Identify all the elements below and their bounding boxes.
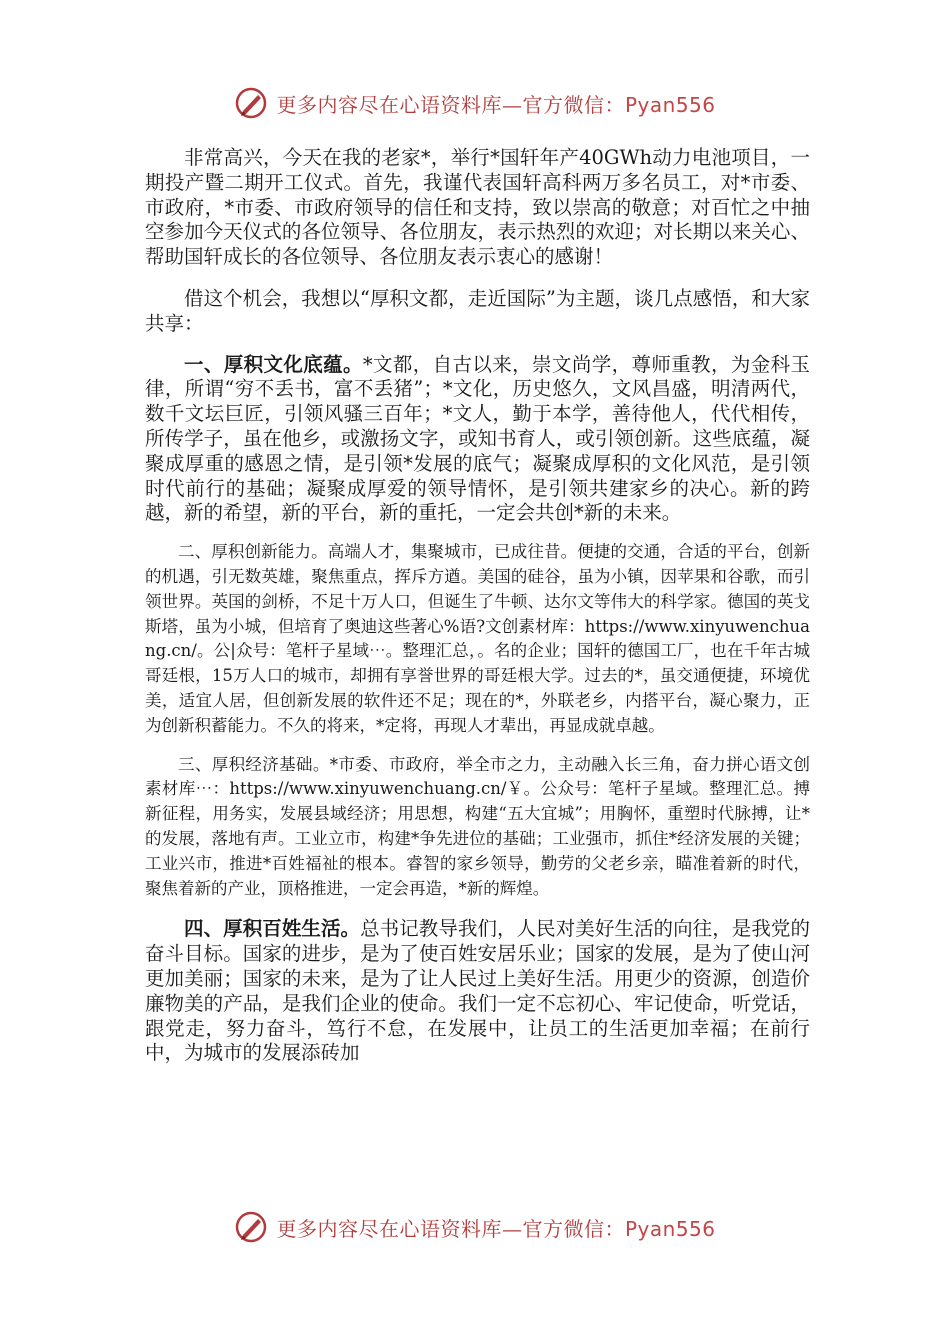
- pen-logo-icon: [234, 1210, 268, 1244]
- paragraph-opening: 非常高兴，今天在我的老家*，举行*国轩年产40GWh动力电池项目，一期投产暨二期开工仪式。首先，我谨代表国轩高科两万多名员工，对*市委、市政府，*市委、市政府领导的信任和支持，致以崇高的敬意；对百忙之中抽空参加今天仪式的各位领导、各位朋友，表示热烈的欢迎；对长期以来关心、帮助国轩成长的各位领导、各位朋友表示衷心的感谢！: [145, 146, 810, 269]
- paragraph-culture: [145, 353, 810, 527]
- paragraph-theme: 借这个机会，我想以“厚积文都，走近国际”为主题，谈几点感悟，和大家共享：: [145, 286, 810, 335]
- footer-wechat-id: Pyan556: [624, 1216, 716, 1241]
- header-banner-label: 更多内容尽在心语资料库—官方微信：: [276, 92, 625, 117]
- footer-banner-text: [276, 1213, 715, 1242]
- footer-banner-label: 更多内容尽在心语资料库—官方微信：: [276, 1216, 625, 1241]
- header-wechat-id: Pyan556: [624, 92, 716, 117]
- section-text-livelihood: 总书记教导我们，人民对美好生活的向往，是我党的奋斗目标。国家的进步，是为了使百姓安居乐业；国家的发展，是为了使山河更加美丽；国家的未来，是为了让人民过上美好生活。用更少的资源，创造价廉物美的产品，是我们企业的使命。我们一定不忘初心、牢记使命，听党话，跟党走，努力奋斗，笃行不怠，在发展中，让员工的生活更加幸福；在前行中，为城市的发展添砖加: [145, 917, 810, 1065]
- paragraph-innovation: 二、厚积创新能力。高端人才，集聚城市，已成往昔。便捷的交通，合适的平台，创新的机遇，引无数英雄，聚焦重点，挥斥方遒。美国的硅谷，虽为小镇，因苹果和谷歌，而引领世界。英国的剑桥，不足十万人口，但诞生了牛顿、达尔文等伟大的科学家。德国的英戈斯塔，虽为小城，但培育了奥迪这些著心%语?文创素材库：https://www.xinyuwenchuang.cn/。公|众号：笔杆子星域⋯。整理汇总，。名的企业；国轩的德国工厂，也在千年古城哥廷根，15万人口的城市，却拥有享誉世界的哥廷根大学。过去的*，虽交通便捷，环境优美，适宜人居，但创新发展的软件还不足；现在的*，外联老乡，内搭平台，凝心聚力，正为创新积蓄能力。不久的将来，*定将，再现人才辈出，再显成就卓越。: [145, 542, 810, 735]
- footer-banner: [0, 1210, 950, 1244]
- pen-logo-icon: [234, 86, 268, 120]
- header-banner: [0, 86, 950, 120]
- section-heading-livelihood: 四、厚积百姓生活。: [184, 917, 361, 941]
- paragraph-economy: 三、厚积经济基础。*市委、市政府，举全市之力，主动融入长三角，奋力拼心语文创素材库⋯：https://www.xinyuwenchuang.cn/￥。公众号：笔杆子星域。整理汇总。搏新征程，用务实，发展县域经济；用思想，构建“五大宜城”；用胸怀，重塑时代脉搏，让*的发展，落地有声。工业立市，构建*争先进位的基础；工业强市，抓住*经济发展的关键；工业兴市，推进*百姓福祉的根本。睿智的家乡领导，勤劳的父老乡亲，瞄准着新的时代，聚焦着新的产业，顶格推进，一定会再造，*新的辉煌。: [145, 754, 810, 898]
- section-text-culture: *文都，自古以来，崇文尚学，尊师重教，为金科玉律，所谓“穷不丢书，富不丢猪”；*文化，历史悠久，文风昌盛，明清两代，数千文坛巨匠，引领风骚三百年；*文人，勤于本学，善待他人，代代相传，所传学子，虽在他乡，或激扬文字，或知书育人，或引领创新。这些底蕴，凝聚成厚重的感恩之情，是引领*发展的底气；凝聚成厚积的文化风范，是引领时代前行的基础；凝聚成厚爱的领导情怀，是引领共建家乡的决心。新的跨越，新的希望，新的平台，新的重托，一定会共创*新的未来。: [145, 352, 810, 525]
- paragraph-livelihood: [145, 917, 810, 1066]
- section-heading-culture: 一、厚积文化底蕴。: [184, 352, 363, 376]
- header-banner-text: [276, 89, 715, 118]
- document-body: [145, 146, 810, 1066]
